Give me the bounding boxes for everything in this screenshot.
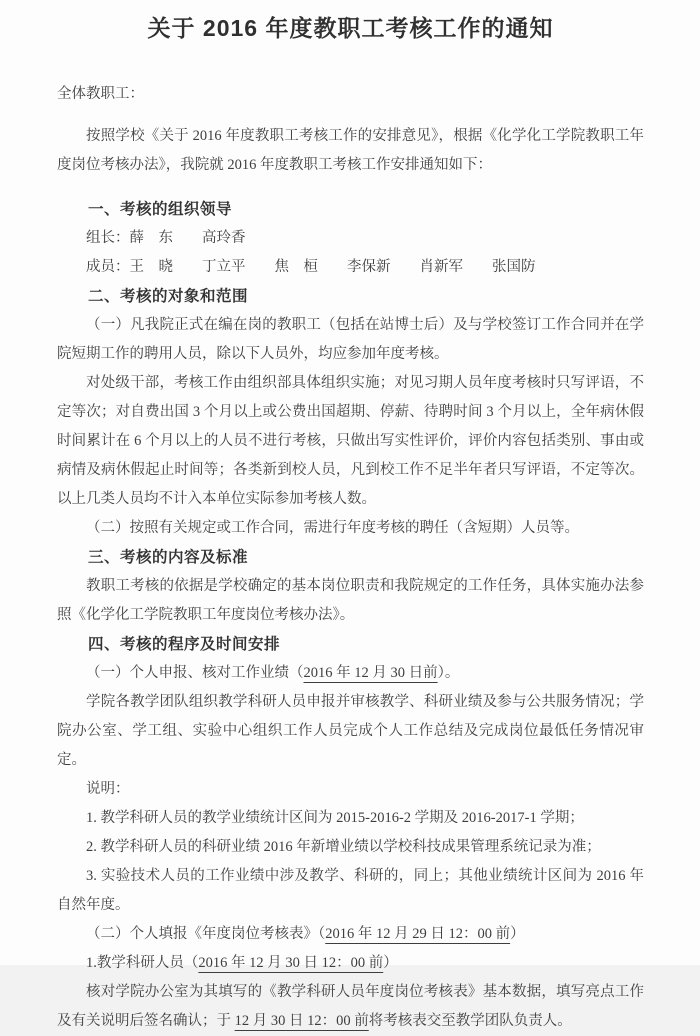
confirm-text: 核对学院办公室为其填写的《教学科研人员年度岗位考核表》基本数据，填写亮点工作及有关说明后签名确认；于 bbox=[57, 984, 644, 1029]
leader-line bbox=[57, 224, 644, 253]
section4-item2-line bbox=[57, 920, 644, 949]
salutation-line: 全体教职工： bbox=[57, 86, 144, 102]
member-label: 成员： bbox=[86, 259, 130, 275]
section2-paragraph-1: （一）凡我院正式在编在岗的教职工（包括在站博士后）及与学校签订工作合同并在学院短期工作的聘用人员，除以下人员外，均应参加年度考核。 bbox=[57, 317, 644, 362]
section1-heading: 一、考核的组织领导 bbox=[88, 201, 233, 218]
sub1-text: 1.教学科研人员（ bbox=[86, 955, 199, 971]
confirm-deadline: 12 月 30 日 12：00 前 bbox=[234, 1013, 369, 1029]
section4-paragraph-1: 学院各教学团队组织教学科研人员申报并审核教学、科研业绩及参与公共服务情况；学院办公室、学工组、实验中心组织工作人员完成个人工作总结及完成岗位最低任务情况审定。 bbox=[57, 694, 644, 768]
section2-paragraph-2: 对处级干部，考核工作由组织部具体组织实施；对见习期人员年度考核时只写评语，不定等次；对自费出国 3 个月以上或公费出国超期、停薪、待聘时间 3 个月以上，全年病休假时间累计在 6 个月以上的人员不进行考核，只做出写实性评价，评价内容包括类别、事由或病情及病休假起止时间等；各类新到校人员，凡到校工作不足半年者只写评语，不定等次。以上几类人员均不计入本单位实际参加考核人数。 bbox=[57, 375, 644, 507]
item2-deadline: 2016 年 12 月 29 日 12：00 前 bbox=[325, 926, 511, 942]
item1-text-end: ）。 bbox=[437, 665, 460, 681]
note-item-1: 1. 教学科研人员的教学业绩统计区间为 2015-2016-2 学期及 2016-2017-1 学期； bbox=[86, 810, 584, 826]
sub1-deadline: 2016 年 12 月 30 日 12：00 前 bbox=[198, 955, 384, 971]
item2-text-end: ） bbox=[510, 926, 525, 942]
leader-label: 组长： bbox=[86, 230, 130, 246]
member-line bbox=[57, 253, 644, 282]
section4-heading: 四、考核的程序及时间安排 bbox=[88, 636, 281, 653]
sub1-text-end: ） bbox=[383, 955, 398, 971]
member-names: 王 晓 丁立平 焦 桓 李保新 肖新军 张国防 bbox=[129, 259, 536, 275]
document-title: 关于 2016 年度教职工考核工作的通知 bbox=[147, 15, 554, 41]
section4-paragraph-2 bbox=[57, 978, 644, 1036]
note-item-3: 3. 实验技术人员的工作业绩中涉及教学、科研的，同上；其他业绩统计区间为 2016 年自然年度。 bbox=[57, 868, 644, 913]
item2-text: （二）个人填报《年度岗位考核表》（ bbox=[86, 926, 326, 942]
section3-paragraph-1: 教职工考核的依据是学校确定的基本岗位职责和我院规定的工作任务，具体实施办法参照《化学化工学院教职工年度岗位考核办法》。 bbox=[57, 578, 644, 623]
intro-paragraph: 按照学校《关于 2016 年度教职工考核工作的安排意见》，根据《化学化工学院教职工年度岗位考核办法》，我院就 2016 年度教职工考核工作安排通知如下： bbox=[57, 128, 644, 173]
section2-heading: 二、考核的对象和范围 bbox=[88, 288, 249, 305]
item1-deadline: 2016 年 12 月 30 日前 bbox=[303, 665, 438, 681]
section2-paragraph-3: （二）按照有关规定或工作合同，需进行年度考核的聘任（含短期）人员等。 bbox=[86, 520, 579, 536]
confirm-text-end: 将考核表交至教学团队负责人。 bbox=[368, 1013, 572, 1029]
note-label-line: 说明： bbox=[86, 781, 130, 797]
leader-names: 薛 东 高玲香 bbox=[129, 230, 246, 246]
item1-text: （一）个人申报、核对工作业绩（ bbox=[86, 665, 304, 681]
section3-heading: 三、考核的内容及标准 bbox=[88, 549, 249, 566]
section4-item1-line bbox=[57, 659, 644, 688]
section4-sub1-line bbox=[57, 949, 644, 978]
note-item-2: 2. 教学科研人员的科研业绩 2016 年新增业绩以学校科技成果管理系统记录为准； bbox=[86, 839, 601, 855]
